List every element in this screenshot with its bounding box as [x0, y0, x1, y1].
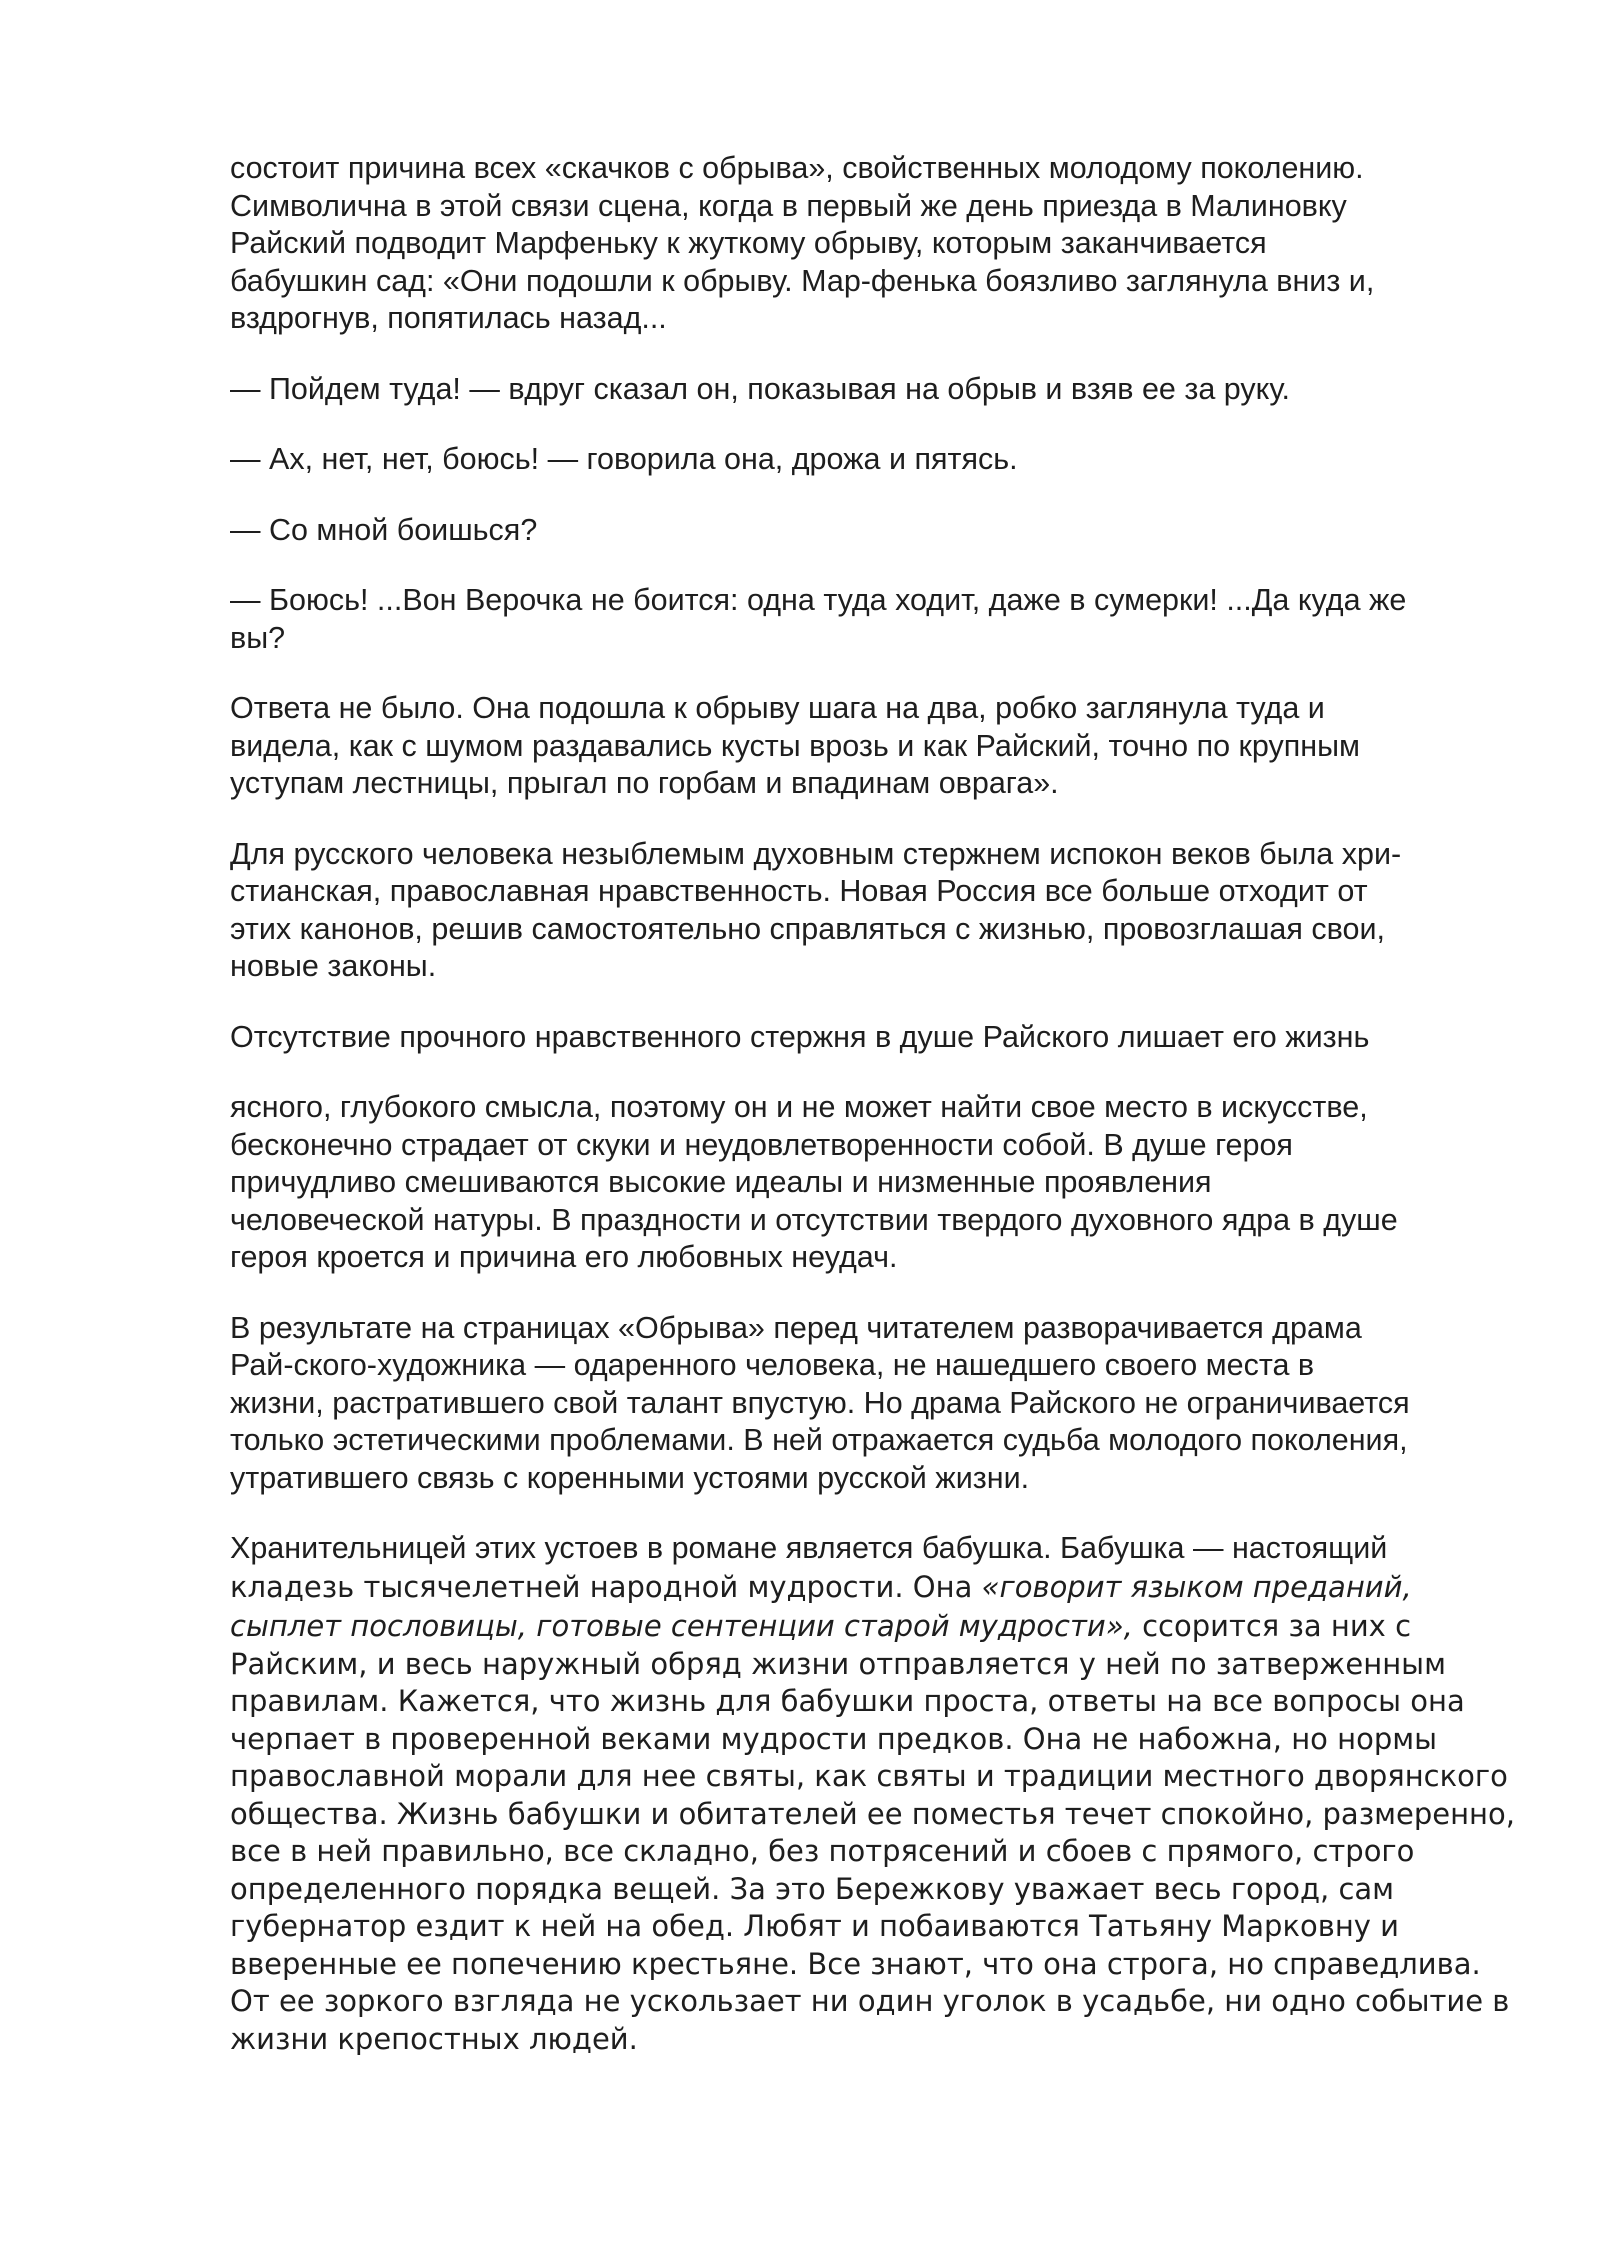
dialogue-line	[230, 371, 1502, 409]
text-line: бабушкин сад: «Они подошли к обрыву. Мар-фенька боязливо заглянула вниз и,	[230, 263, 1375, 298]
text-line: определенного порядка вещей. За это Бережкову уважает весь город, сам	[230, 1871, 1395, 1906]
text-line: этих канонов, решив самостоятельно справляться с жизнью, провозглашая свои,	[230, 911, 1385, 946]
text-segment: кладезь тысячелетней народной мудрости. Она	[230, 1569, 982, 1604]
italic-quote: «говорит языком преданий,	[981, 1569, 1412, 1604]
text-line: Хранительницей этих устоев в романе является бабушка. Бабушка — настоящий	[230, 1531, 1388, 1565]
paragraph	[230, 690, 1502, 803]
text-line: состоит причина всех «скачков с обрыва», свойственных молодому поколению.	[230, 151, 1364, 185]
text-column	[230, 150, 1515, 2091]
text-line-mixed	[230, 1607, 1502, 1646]
text-line: От ее зоркого взгляда не ускользает ни один уголок в усадьбе, ни одно событие в	[230, 1984, 1510, 2018]
text-line: героя кроется и причина его любовных неудач.	[230, 1240, 898, 1274]
paragraph	[230, 836, 1502, 986]
text-line: Ответа не было. Она подошла к обрыву шага на два, робко заглянула туда и	[230, 691, 1325, 725]
text-line: вздрогнув, попятилась назад...	[230, 301, 667, 335]
text-line: губернатор ездит к ней на обед. Любят и побаиваются Татьяну Марковну и	[230, 1909, 1400, 1943]
text-line: ясного, глубокого смысла, поэтому он и не может найти свое место в искусстве,	[230, 1090, 1368, 1124]
text-line: — Со мной боишься?	[230, 512, 538, 547]
text-line: видела, как с шумом раздавались кусты врозь и как Райский, точно по крупным	[230, 728, 1360, 763]
text-line: все в ней правильно, все складно, без потрясений и сбоев с прямого, строго	[230, 1834, 1415, 1868]
dialogue-line	[230, 441, 1502, 479]
text-line: только эстетическими проблемами. В ней отражается судьба молодого поколения,	[230, 1423, 1408, 1457]
text-line: Отсутствие прочного нравственного стержня в душе Райского лишает его жизнь	[230, 1019, 1370, 1054]
text-line: новые законы.	[230, 949, 437, 983]
text-line-mixed	[230, 1568, 1502, 1607]
text-line: Рай-ского-художника — одаренного человека, не нашедшего своего места в	[230, 1348, 1315, 1382]
text-line: православной морали для нее святы, как святы и традиции местного дворянского	[230, 1759, 1508, 1793]
text-line: Райский подводит Марфеньку к жуткому обрыву, которым заканчивается	[230, 226, 1267, 260]
text-segment: ссорится за них с	[1132, 1608, 1412, 1643]
text-line: утратившего связь с коренными устоями русской жизни.	[230, 1460, 1030, 1495]
text-line: общества. Жизнь бабушки и обитателей ее поместья течет спокойно, размеренно,	[230, 1796, 1515, 1831]
paragraph	[230, 150, 1502, 338]
text-line: — Боюсь! ...Вон Верочка не боится: одна туда ходит, даже в сумерки! ...Да куда же	[230, 583, 1407, 617]
paragraph	[230, 1019, 1502, 1057]
text-line: вверенные ее попечению крестьяне. Все знают, что она строга, но справедлива.	[230, 1946, 1481, 1981]
text-line: Райским, и весь наружный обряд жизни отправляется у ней по затверженным	[230, 1646, 1446, 1681]
paragraph-grandmother	[230, 1530, 1515, 2058]
dialogue-line	[230, 582, 1502, 657]
italic-quote: сыплет пословицы, готовые сентенции старой мудрости»,	[230, 1608, 1133, 1643]
text-line: черпает в проверенной веками мудрости предков. Она не набожна, но нормы	[230, 1721, 1438, 1756]
text-line: человеческой натуры. В праздности и отсутствии твердого духовного ядра в душе	[230, 1202, 1398, 1237]
text-line: — Пойдем туда! — вдруг сказал он, показывая на обрыв и взяв ее за руку.	[230, 371, 1291, 406]
text-line: Символична в этой связи сцена, когда в первый же день приезда в Малиновку	[230, 188, 1347, 223]
text-line: причудливо смешиваются высокие идеалы и низменные проявления	[230, 1165, 1212, 1199]
dialogue-line	[230, 512, 1502, 550]
text-line: — Ах, нет, нет, боюсь! — говорила она, дрожа и пятясь.	[230, 442, 1018, 476]
text-line: уступам лестницы, прыгал по горбам и впадинам оврага».	[230, 766, 1059, 800]
text-line: Для русского человека незыблемым духовным стержнем испокон веков была хри-	[230, 836, 1402, 871]
text-line: В результате на страницах «Обрыва» перед читателем разворачивается драма	[230, 1310, 1362, 1345]
text-line: вы?	[230, 620, 286, 655]
text-line: жизни, растратившего свой талант впустую. Но драма Райского не ограничивается	[230, 1385, 1410, 1420]
paragraph	[230, 1310, 1502, 1498]
text-line: бесконечно страдает от скуки и неудовлетворенности собой. В душе героя	[230, 1127, 1293, 1162]
text-line: жизни крепостных людей.	[230, 2021, 638, 2056]
text-line: правилам. Кажется, что жизнь для бабушки проста, ответы на все вопросы она	[230, 1684, 1465, 1718]
paragraph	[230, 1089, 1502, 1277]
text-line: стианская, православная нравственность. Новая Россия все больше отходит от	[230, 874, 1368, 908]
